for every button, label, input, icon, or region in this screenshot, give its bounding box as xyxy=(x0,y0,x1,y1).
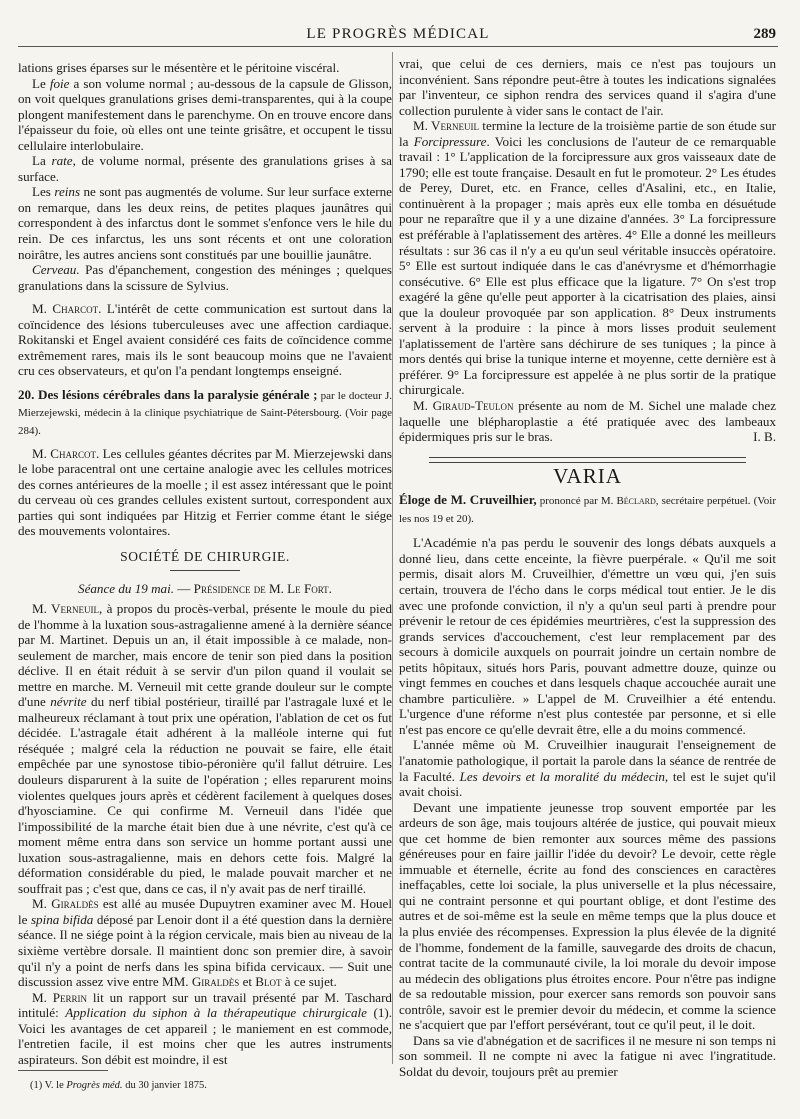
footnote: (1) V. le Progrès méd. du 30 janvier 1875. xyxy=(30,1080,207,1091)
paragraph: L'Académie n'a pas perdu le souvenir des longs débats auxquels a donné lieu, dans cette enceinte, la fièvre puerpérale. « Qu'il me soit permis, disait alors M. Cruveilhier, d'émettre un vœu qui, j'en suis certain, trouvera de l'écho dans le corps médical tout entier. Je le dis avec une profonde conviction, il n'y a qu'un seul parti à prendre pour prévenir le retour de ces épidémies meurtrières, c'est la suppression des grands services d'accouchement, c'est leur remplacement par des secours à domicile auxquels on pourrait joindre un certain nombre de petits hôpitaux, situés hors Paris, pouvant admettre douze, quinze ou vingt femmes en couches et dans lesquels chaque accouchée aurait une chambre particulière. » L'appel de M. Cruveilhier a été entendu. L'urgence d'une réforme n'est plus contestée par personne, et si elle n'est pas encore ce qu'elle devrait être, elle a du moins commencé. xyxy=(399,535,776,737)
paragraph: M. Verneuil, à propos du procès-verbal, présente le moule du pied de l'homme à la luxation sous-astragalienne amené à la dernière séance par M. Martinet. Depuis un an, il était impossible à ce malade, non-seulement de marcher, mais encore de tenir son pied dans la position déclive. Il en était réduit à se servir d'un pilon quand il voulait se mettre en marche. M. Verneuil mit cette grande douleur sur le compte d'une névrite du nerf tibial postérieur, tiraillé par l'astragale luxé et le malheureux réclamant à tout prix une opération, l'ablation de cet os fut décidée. L'astragale était adhérent à la malléole interne qui fut réséquée ; malgré cela la réduction ne pouvait se faire, elle était empêchée par une synostose tibio-péronière qu'il fallut détruire. Les douleurs disparurent à la suite de l'opération ; elles reparurent moins violentes quelques jours après et cédèrent facilement à quelques doses d'hyosciamine. Ce qui confirme M. Verneuil dans l'idée que l'impossibilité de la marche était bien due à une névrite, c'est qu'à ce moment même entra dans son service un homme portant aussi une luxation sous-astragalienne, mais en dehors cette fois. Malgré la déformation considérable du pied, le malade pouvait marcher et ne souffrait pas ; c'est que, dans ce cas, il n'y avait pas de nerf tiraillé. xyxy=(18,600,392,896)
paragraph: Les reins ne sont pas augmentés de volume. Sur leur surface externe on remarque, dans les deux reins, de petites plaques jaunâtres qui correspondent à des infarctus dont le sommet s'enfonce vers le hile du rein. De ces infarctus, les uns sont récents et ont une coloration noirâtre, les autres anciens sont constitués par une bouillie jaunâtre. xyxy=(18,184,392,262)
varia-section xyxy=(399,457,776,528)
paragraph: M. Charcot. Les cellules géantes décrites par M. Mierzejewski dans le lobe paracentral ont une certaine analogie avec les cellules motrices des cornes antérieures de la moelle ; il est assez intéressant que le point du cerveau où ces grandes cellules existent surtout, correspondent aux parties qui sont indiquées par Hitzig et Ferrier comme étant le siége des mouvements volontaires. xyxy=(18,445,392,539)
paragraph: M. Giraldès est allé au musée Dupuytren examiner avec M. Houel le spina bifida déposé par Lenoir dont il a été question dans la dernière séance. Il ne siége point à la région cervicale, mais bien au niveau de la sixième vertèbre dorsale. Il maintient donc son premier dire, à savoir qu'il n'y a point de nerfs dans les spina bifida cervicaux. — Suit une discussion assez vive entre MM. Giraldès et Blot à ce sujet. xyxy=(18,896,392,990)
column-divider xyxy=(392,52,393,1064)
paragraph: lations grises éparses sur le mésentère et le péritoine viscéral. xyxy=(18,60,340,75)
section-title: VARIA xyxy=(553,463,622,488)
paragraph: Devant une impatiente jeunesse trop souvent emportée par les ardeurs de son âge, mais toujours altérée de justice, qui pouvait mieux que cet homme de bien remonter aux sources même des passions généreuses pour en faire jaillir l'idée du devoir? Le devoir, cette règle immuable et éternelle, écrite au fond des consciences en caractères ineffaçables, cette loi sociale, la plus universelle et la plus nécessaire, qui ne contraint personne et qui pourtant oblige, et dont l'estime des autres et de soi-même est la seule en même temps que la plus douce et la plus enviée des récompenses. Expression la plus élevée de la dignité de l'homme, fondement de la famille, sauvegarde des droits de chacun, contrat tacite de la communauté civile, la loi morale du devoir impose au médecin des obligations plus étroites encore. Pour n'être pas indigne de sa redoutable mission, pour exercer sans remords son pouvoir sans contrôle, savoir est le premier devoir du médecin, et comme la science ne s'acquiert que par l'effort persévérant, tout ce qu'il peut, il le doit. xyxy=(399,799,776,1033)
left-column xyxy=(18,60,392,1067)
paragraph: L'année même où M. Cruveilhier inaugurait l'enseignement de l'anatomie pathologique, il portait la parole dans la séance de rentrée de la Faculté. Les devoirs et la moralité du médecin, tel est le sujet qu'il avait choisi. xyxy=(399,737,776,800)
footnote-rule xyxy=(18,1070,108,1071)
article-heading: 20. Des lésions cérébrales dans la paralysie générale ; par le docteur J. Mierzejewski, médecin à la clinique psychiatrique de Saint-Pétersbourg. (Voir page 284). xyxy=(18,386,393,438)
page-number: 289 xyxy=(753,26,776,42)
paragraph: M. Charcot. L'intérêt de cette communication est surtout dans la coïncidence des lésions tuberculeuses avec une affection cardiaque. Rokitanski et Engel avaient considéré ces faits de coïncidence comme extrêmement rares, mais ils le sont beaucoup moins que ne l'avaient cru ces observateurs, et qu'on l'a pendant longtemps enseigné. xyxy=(18,301,392,379)
right-column xyxy=(399,56,776,1079)
paragraph: Cerveau. Pas d'épanchement, congestion des méninges ; quelques granulations dans la scissure de Sylvius. xyxy=(18,262,392,293)
paragraph: La rate, de volume normal, présente des granulations grises à sa surface. xyxy=(18,153,392,184)
section-rule xyxy=(170,570,240,571)
paragraph: Le foie a son volume normal ; au-dessous de la capsule de Glisson, on voit quelques granulations grises demi-transparentes, qui à la coupe plongent manifestement dans le parenchyme. On en trouve encore dans l'épaisseur du foie, où elles ont une teinte grisâtre, et occupent le tissu cellulaire interlobulaire. xyxy=(18,75,392,153)
section-title: SOCIÉTÉ DE CHIRURGIE. xyxy=(120,548,290,564)
page-header xyxy=(18,24,778,47)
article-heading: Éloge de M. Cruveilhier, prononcé par M. Béclard, secrétaire perpétuel. (Voir les nos 19 et 20). xyxy=(399,492,776,525)
signature: I. B. xyxy=(753,429,776,445)
running-head: LE PROGRÈS MÉDICAL xyxy=(306,26,490,42)
paragraph: M. Giraud-Teulon présente au nom de M. Sichel une malade chez laquelle une blépharoplastie a été pratiquée avec des lambeaux épidermiques pris sur le bras. I. B. xyxy=(399,398,777,445)
paragraph: Dans sa vie d'abnégation et de sacrifices il ne mesure ni son temps ni son sommeil. Il ne compte ni avec la fatigue ni avec l'ingratitude. Soldat du devoir, toujours prêt au premier xyxy=(399,1032,776,1079)
paragraph: M. Verneuil termine la lecture de la troisième partie de son étude sur la Forcipressure. Voici les conclusions de l'auteur de ce remarquable travail : 1° L'application de la forcipressure aux gros vaisseaux date de 1790; elle est toute française. Desault en fut le promoteur. 2° Les études de Perey, Duret, etc. en France, celles d'Asalini, etc., en Italie, continuèrent à la propager ; mais après eux elle tomba en désuétude pour ne reparaître que il y a une dizaine d'années. 3° La forcipressure est préférable à l'aplatissement des artères. 4° Elle a donné les meilleurs résultats : sur 36 cas il n'y a eu qu'un seul véritable insuccès opératoire. 5° Elle est surtout indiquée dans le cas d'anévrysme et d'hémorrhagie consécutive. 6° Elle est plus efficace que la ligature. 7° On s'est trop exagéré la gêne qu'elle peut apporter à la cicatrisation des plaies, ainsi que la douleur provoquée par son application. 8° Deux instruments servent à la produire : la pince à mors lisses produit seulement l'aplatissement de l'artère sans déchirure de ses tuniques ; la pince à mors dentés qui brise la tunique interne et moyenne, cette dernière est à préférer. 9° La forcipressure est appelée à ne plus sortir de la pratique chirurgicale. xyxy=(399,118,776,398)
paragraph: vrai, que celui de ces derniers, mais ce n'est pas toujours un inconvénient. Sans répondre peut-être à toutes les indications signalées par l'inventeur, ce siphon rendra des services quand il s'agira d'une collection purulente à vider sans le contact de l'air. xyxy=(399,56,776,118)
paragraph: M. Perrin lit un rapport sur un travail présenté par M. Taschard intitulé: Application du siphon à la thérapeutique chirurgicale (1). Voici les avantages de cet appareil ; le maniement en est commode, l'entretien facile, il est moins cher que les autres instruments aspirateurs. Son débit est moindre, il est xyxy=(18,989,392,1067)
section-rule xyxy=(429,457,746,463)
session-line: Séance du 19 mai. — Présidence de M. Le Fort. xyxy=(78,581,332,597)
